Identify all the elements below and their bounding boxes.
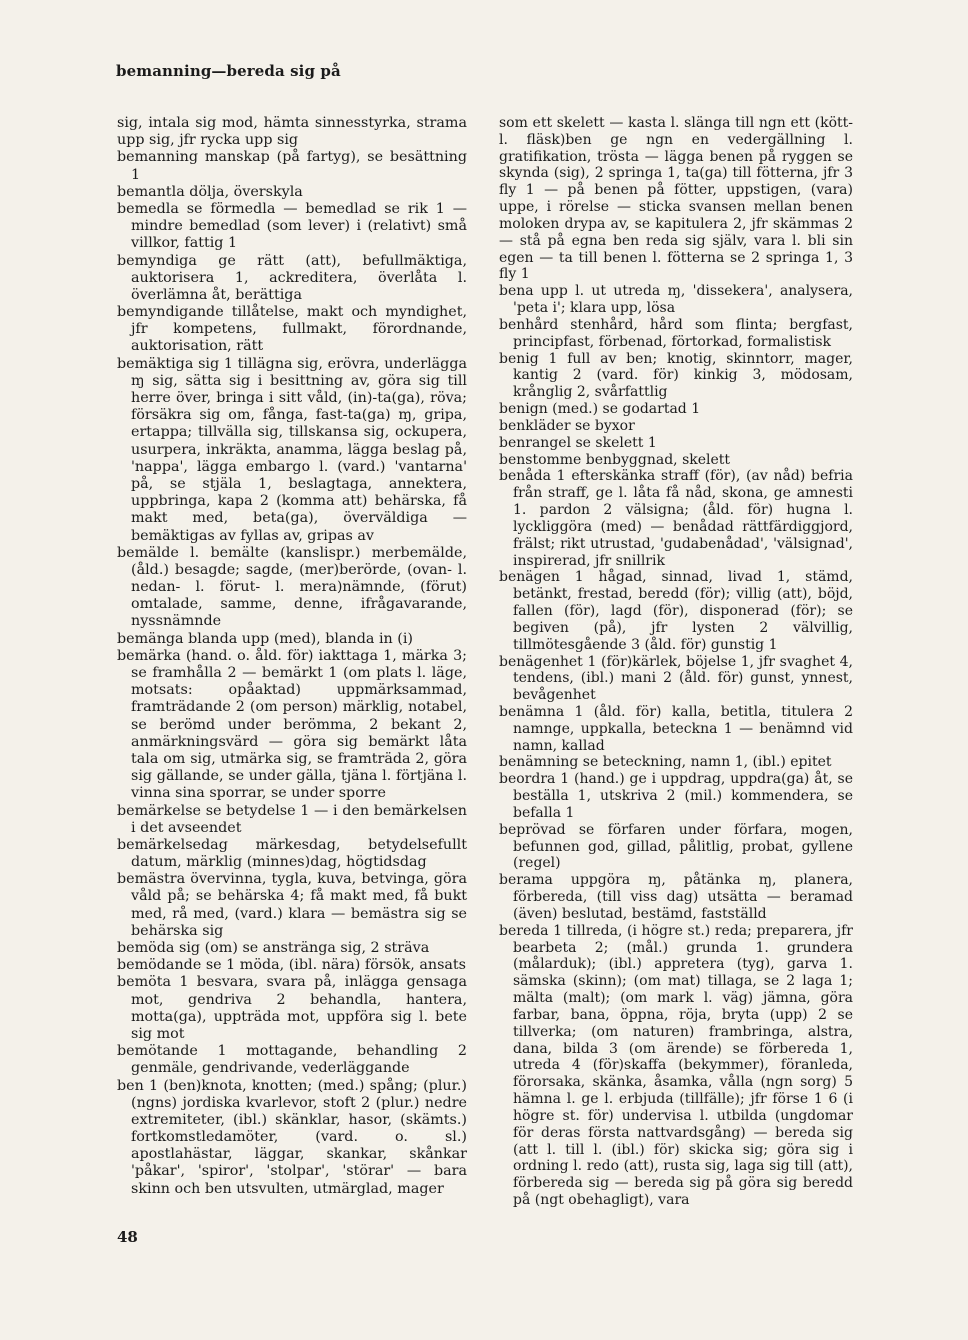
dictionary-entry: benämning se beteckning, namn 1, (ibl.) epitet xyxy=(499,754,832,771)
dictionary-entry: sig, intala sig mod, hämta sinnesstyrka, strama upp sig, jfr rycka upp sig xyxy=(117,115,467,149)
dictionary-entry: bemyndigande tillåtelse, makt och myndighet, jfr kompetens, fullmakt, förordnande, auktorisation, rätt xyxy=(117,304,467,355)
dictionary-entry: ben 1 (ben)knota, knotten; (med.) spång; (plur.) (ngns) jordiska kvarlevor, stoft 2 (plur.) nedre extremiteter, (ibl.) skänklar, hasor, (skämts.) fortkomstledamöter, (vard. o. sl.) apostlahästar, läggar, skankar, skånkar 'påkar', 'spiror', 'stolpar', 'störar' — bara skinn och ben utsvulten, utmärglad, mager xyxy=(117,1077,467,1197)
dictionary-entry: bemöta 1 besvara, svara på, inlägga gensaga mot, gendriva 2 behandla, hantera, mottа(ga), uppträda mot, uppföra sig l. bete sig mot xyxy=(117,974,467,1042)
dictionary-entry: bemedla se förmedla — bemedlad se rik 1 — mindre bemedlad (som lever) i (relativt) små villkor, fattig 1 xyxy=(117,200,467,252)
dictionary-entry: benägenhet 1 (för)kärlek, böjelse 1, jfr svaghet 4, tendens, (ibl.) mani 2 (åld. för) gunst, ynnest, bevågenhet xyxy=(499,653,853,704)
dictionary-entry: benhård stenhård, hård som flinta; bergfast, principfast, förbenad, förtorkad, formalistisk xyxy=(499,316,853,350)
dictionary-entry: bemästra övervinna, tygla, kuva, betvinga, göra våld på; se behärska 4; få makt med, få bukt med, rå med, (vard.) klara — bemästra sig se behärska sig xyxy=(117,871,467,939)
dictionary-entry: bemärkelsedag märkesdag, betydelsefullt datum, märklig (minnes)dag, högtidsdag xyxy=(117,836,467,871)
page-number: 48 xyxy=(117,1228,138,1246)
running-header: bemanning—bereda sig på xyxy=(116,62,341,80)
dictionary-entry: bemantla dölja, överskyla xyxy=(117,183,303,200)
dictionary-entry: benrangel se skelett 1 xyxy=(499,434,657,451)
dictionary-entry: benign (med.) se godartad 1 xyxy=(499,401,701,418)
dictionary-entry: bemälde l. bemälte (kanslispr.) merbemälde, (åld.) besagde; sagde, (mer)berörde, (ovan- l. nedan- l. förut- l. mera)nämnde, (förut) omtalade, samme, denne, ifrågavarande, nyssnämnde xyxy=(117,544,467,630)
left-column xyxy=(117,115,467,1198)
dictionary-entry: bereda 1 tillreda, (i högre st.) reda; preparera, jfr bearbeta 2; (mål.) grunda 1. grundera (målarduk); (ibl.) appretera (tyg), garva 1. sämska (skinn); (om mat) tillaga, se 2 laga 1; mälta (malt); (om mark l. väg) jämna, göra farbar, bana, öppna, röja, bryta (upp) 2 se tillverka; (om naturen) frambringa, alstra, dana, bilda 3 (om ärende) se förbereda 1, utreda 4 (för)skaffa (bekymmer), föranleda, förorsaka, skänka, åsamka, vålla (ngn sorg) 5 hämna l. ge l. erbjuda (tillfälle); jfr förse 1 6 (i högre st. för) undervisa l. utbilda (ungdomar för deras första nattvardsgång) — bereda sig (att l. till l. (ibl.) för) skicka sig; göra sig i ordning l. redo (att), rusta sig, laga sig till (att), förbereda sig — bereda sig på göra sig beredd på (ngt obehagligt), vara xyxy=(499,922,853,1208)
dictionary-entry: benåda 1 efterskänka straff (för), (av nåd) befria från straff, ge l. låta få nåd, skona, ge amnesti 1. pardon 2 välsigna; (åld. för) hugna l. lyckliggöra (med) — benådad rättfärdiggjord, frälst; rikt utrustad, 'gudabenådad', 'välsignad', inspirerad, jfr snillrik xyxy=(499,468,853,569)
dictionary-entry: bena upp l. ut utreda ɱ, 'dissekera', analysera, 'peta i'; klara upp, lösa xyxy=(499,283,853,317)
dictionary-entry: bemärka (hand. o. åld. för) iakttaga 1, märka 3; se framhålla 2 — bemärkt 1 (om plats l. läge, motsats: opåaktad) uppmärksammad, framträdande 2 (om person) märklig, notabel, se berömd under berömma, 2 bekant 2, anmärkningsvärd — göra sig bemärkt låta tala om sig, utmärka sig, se framträda 2, göra sig gällande, se under gälla, tjäna l. förtjäna l. vinna sina sporrar, se under sporre xyxy=(117,647,467,802)
dictionary-entry: beordra 1 (hand.) ge i uppdrag, uppdra(ga) åt, se beställa 1, utskriva 2 (mil.) kommendera, se befalla 1 xyxy=(499,771,853,821)
dictionary-entry: bemöda sig (om) se anstränga sig, 2 sträva xyxy=(117,940,430,956)
dictionary-entry: bemötande 1 mottagande, behandling 2 genmäle, gendrivande, vederläggande xyxy=(117,1043,467,1077)
dictionary-entry: som ett skelett — kasta l. slänga till ngn ett (kött- l. fläsk)ben ge ngn en vedergällning l. gratifikation, trösta — lägga benen på ryggen se skynda (sig), 2 springa 1, ta(ga) till fötterna, jfr 3 fly 1 — på benen på fötter, uppstigen, (vara) uppe, i rörelse — sticka svansen mellan benen moloken drypa av, se kapitulera 2, jfr skämmas 2 — stå på egna ben reda sig själv, vara l. bli sin egen — ta till benen l. fötterna se 2 springa 1, 3 fly 1 xyxy=(499,115,853,283)
dictionary-entry: berama uppgöra ɱ, påtänka ɱ, planera, förbereda, (till viss dag) utsätta — beramad (även) beslutad, bestämd, fastställd xyxy=(499,872,853,922)
right-column xyxy=(499,115,853,1209)
dictionary-entry: bemärkelse se betydelse 1 — i den bemärkelsen i det avseendet xyxy=(117,802,467,836)
dictionary-entry: benig 1 full av ben; knotig, skinntorr, mager, kantig 2 (vard. för) kinkig 3, mödosam, krånglig 2, svårfattlig xyxy=(499,350,853,401)
dictionary-entry: benägen 1 hågad, sinnad, livad 1, stämd, betänkt, frestad, beredd (för); villig (att), böjd, fallen (för), lagd (för), disponerad (för); se begiven (på), jfr lysten 2 välvillig, tillmötesgående 3 (åld. för) gunstig 1 xyxy=(499,569,853,653)
dictionary-entry: benkläder se byxor xyxy=(499,417,635,434)
dictionary-entry: benstomme benbyggnad, skelett xyxy=(499,451,731,468)
dictionary-entry: bemänga blanda upp (med), blanda in (i) xyxy=(117,630,413,647)
dictionary-entry: bemödande se 1 möda, (ibl. nära) försök, ansats xyxy=(117,957,467,974)
dictionary-entry: beprövad se förfaren under förfara, mogen, befunnen god, gillad, pålitlig, probat, gyllene (regel) xyxy=(499,821,853,872)
dictionary-entry: benämna 1 (åld. för) kalla, betitla, titulera 2 namnge, uppkalla, beteckna 1 — benämnd vid namn, kallad xyxy=(499,703,853,754)
dictionary-entry: bemyndiga ge rätt (att), befullmäktiga, auktorisera 1, ackreditera, överlåta l. överlämna åt, berättiga xyxy=(117,252,467,303)
dictionary-entry: bemanning manskap (på fartyg), se besättning 1 xyxy=(117,149,467,183)
dictionary-entry: bemäktiga sig 1 tillägna sig, erövra, underlägga ɱ sig, sätta sig i besittning av, göra sig till herre över, bringa i sitt våld, (in)-ta(ga), röva; försäkra sig om, fånga, fast-ta(ga) ɱ, gripa, ertappa; tillvälla sig, tillskansa sig, ockupera, usurpera, inkräkta, anamma, lägga beslag på, 'nappa', lägga embargo l. (vard.) 'vantarna' på, se stjäla 1, beslagtaga, annektera, uppbringa, kapa 2 (komma att) behärska, få makt med, beta(ga), överväldiga — bemäktigas av fyllas av, gripas av xyxy=(117,355,467,544)
